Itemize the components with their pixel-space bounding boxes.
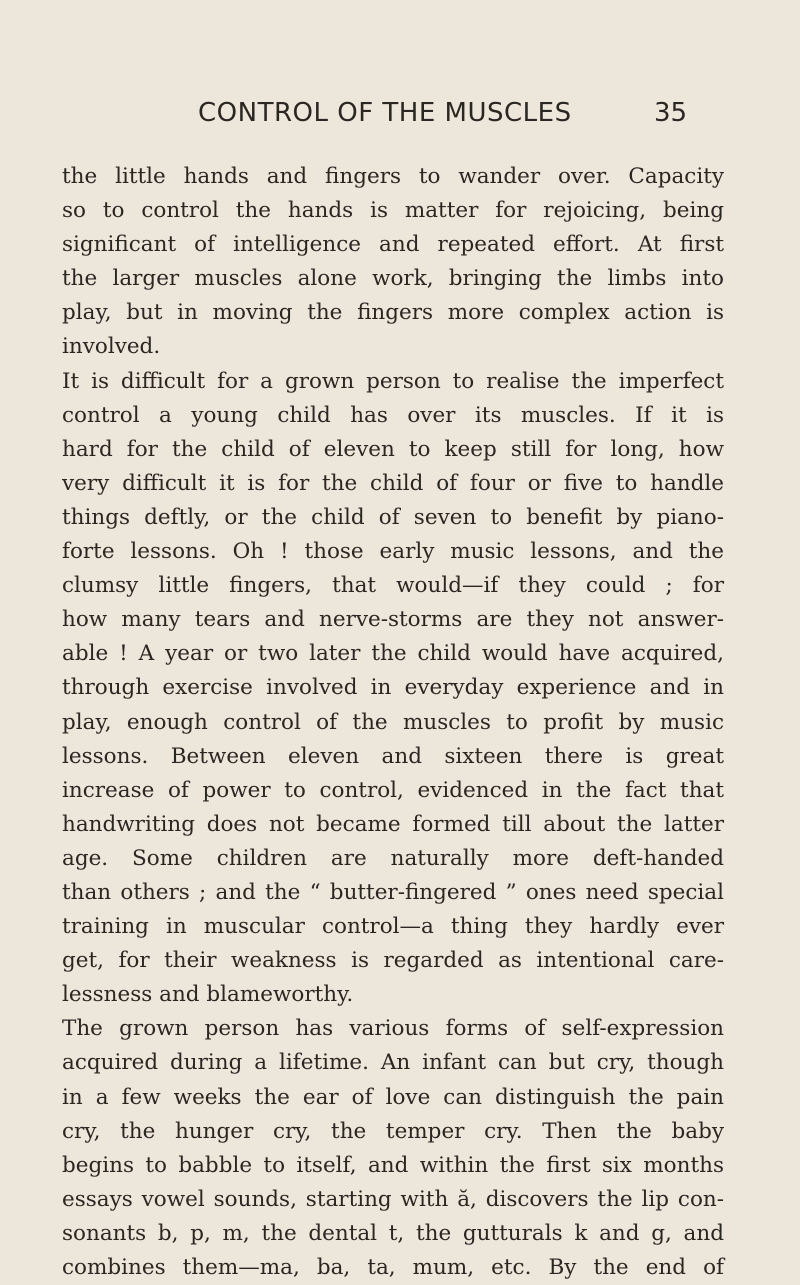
text-line: lessons. Between eleven and sixteen there is great xyxy=(62,743,724,769)
running-title: CONTROL OF THE MUSCLES xyxy=(198,98,572,128)
text-line: sonants b, p, m, the dental t, the gutturals k and g, and xyxy=(62,1220,724,1246)
text-line: increase of power to control, evidenced in the fact that xyxy=(62,777,724,803)
text-line: the little hands and fingers to wander over. Capacity xyxy=(62,164,724,189)
text-line: significant of intelligence and repeated effort. At first xyxy=(62,232,724,258)
text-line: than others ; and the “ butter-fingered ” ones need special xyxy=(62,879,724,905)
text-line: It is difficult for a grown person to realise the imperfect xyxy=(62,368,724,394)
text-line: able ! A year or two later the child would have acquired, xyxy=(62,641,724,667)
text-line: age. Some children are naturally more deft-handed xyxy=(62,845,724,871)
text-line: involved. xyxy=(62,334,161,360)
text-line: cry, the hunger cry, the temper cry. Then the baby xyxy=(62,1118,724,1144)
text-line: play, enough control of the muscles to profit by music xyxy=(62,709,724,735)
text-line: control a young child has over its muscles. If it is xyxy=(62,402,724,428)
text-line: things deftly, or the child of seven to benefit by piano- xyxy=(62,504,724,530)
text-line: forte lessons. Oh ! those early music lessons, and the xyxy=(62,539,724,565)
text-line: training in muscular control—a thing they hardly ever xyxy=(62,914,724,940)
text-line: begins to babble to itself, and within the first six months xyxy=(62,1152,724,1178)
text-line: the larger muscles alone work, bringing the limbs into xyxy=(62,266,724,292)
text-line: handwriting does not became formed till about the latter xyxy=(62,811,724,837)
text-line: get, for their weakness is regarded as intentional care- xyxy=(62,948,724,974)
text-line: how many tears and nerve-storms are they not answer- xyxy=(62,607,724,633)
text-line: acquired during a lifetime. An infant can but cry, though xyxy=(62,1050,724,1076)
text-line: clumsy little fingers, that would—if they could ; for xyxy=(62,573,724,599)
page-number: 35 xyxy=(654,98,688,128)
text-line: so to control the hands is matter for rejoicing, being xyxy=(62,198,724,224)
body-text xyxy=(62,160,724,1285)
text-line: essays vowel sounds, starting with ă, discovers the lip con- xyxy=(62,1186,724,1212)
text-line: play, but in moving the fingers more complex action is xyxy=(62,300,724,326)
text-line: hard for the child of eleven to keep still for long, how xyxy=(62,436,724,462)
text-line: The grown person has various forms of self-expression xyxy=(62,1016,724,1042)
text-line: through exercise involved in everyday experience and in xyxy=(62,675,724,701)
text-line: combines them—ma, ba, ta, mum, etc. By the end of xyxy=(62,1255,724,1280)
text-line: very difficult it is for the child of four or five to handle xyxy=(62,470,724,496)
text-line: lessness and blameworthy. xyxy=(62,982,354,1008)
text-line: in a few weeks the ear of love can distinguish the pain xyxy=(62,1084,724,1110)
